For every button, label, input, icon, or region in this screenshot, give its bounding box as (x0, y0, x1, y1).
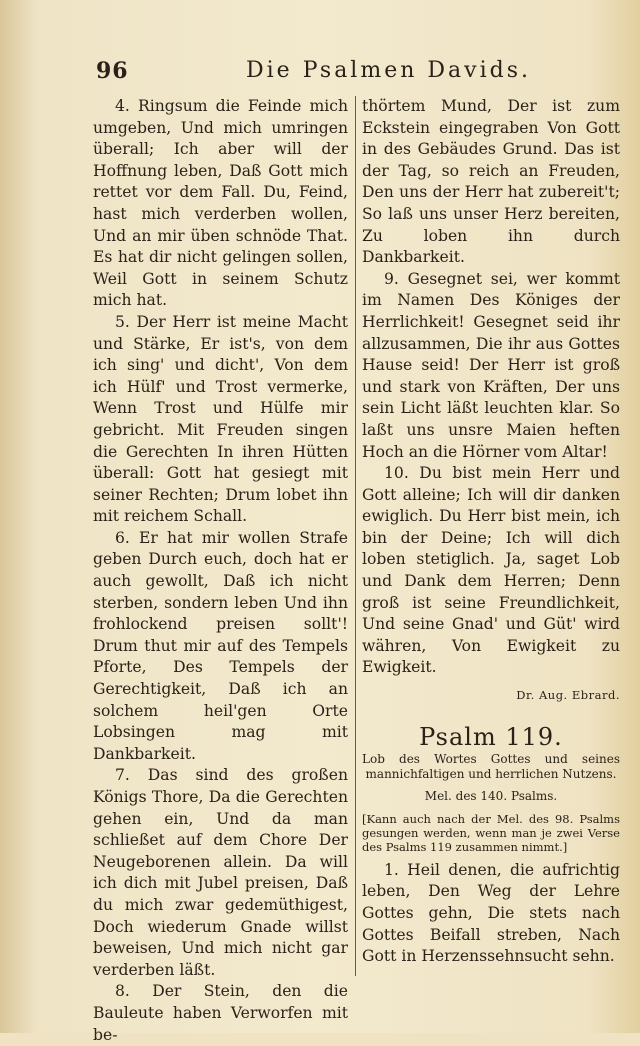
page-header (96, 58, 610, 88)
melody-note: Mel. des 140. Psalms. (424, 789, 558, 804)
column-divider (355, 96, 356, 976)
stanza-8-continued: thörtem Mund, Der ist zum Eckstein eingegraben Von Gott in des Gebäudes Grund. Das ist der Tag, so reich an Freuden, Den uns der Herr hat zubereit't; So laß uns unser Herz bereiten, Zu loben ihn durch Dankbarkeit. (362, 97, 620, 267)
stanza-10: 10. Du bist mein Herr und Gott alleine; Ich will dir danken ewiglich. Du Herr bist mein, ich bin der Deine; Ich will dich loben stetiglich. Ja, saget Lob und Dank dem Herren; Denn groß ist seine Freundlichkeit, Und seine Gnad' und Güt' wird währen, Von Ewigkeit zu Ewigkeit. (362, 464, 620, 677)
stanza-9: 9. Gesegnet sei, wer kommt im Namen Des Königes der Herrlichkeit! Gesegnet seid ihr allzusammen, Die ihr aus Gottes Hause seid! Der Herr ist groß und stark von Kräften, Der uns sein Licht läßt leuchten klar. So laßt uns unsre Maien heften Hoch an die Hörner vom Altar! (362, 269, 620, 461)
right-column (362, 96, 620, 968)
psalm-heading: Psalm 119. (419, 722, 563, 751)
stanza-8: 8. Der Stein, den die Bauleute haben Verworfen mit be- (93, 982, 348, 1044)
stanza-4: 4. Ringsum die Feinde mich umgeben, Und mich umringen überall; Ich aber will der Hoffnung leben, Daß Gott mich rettet vor dem Fall. Du, Feind, hast mich verderben wollen, Und an mir üben schnöde That. Es hat dir nicht gelingen sollen, Weil Gott in seinem Schutz mich hat. (93, 97, 348, 310)
stanza-5: 5. Der Herr ist meine Macht und Stärke, Er ist's, von dem ich sing' und dicht', Von dem ich Hülf' und Trost vermerke, Wenn Trost und Hülfe mir gebricht. Mit Freuden singen die Gerechten In ihren Hütten überall: Gott hat gesiegt mit seiner Rechten; Drum lobet ihn mit reichem Schall. (93, 312, 348, 526)
performance-note: [Kann auch nach der Mel. des 98. Psalms gesungen werden, wenn man je zwei Verse des Psalms 119 zusammen nimmt.] (362, 811, 620, 854)
left-column (93, 96, 348, 1046)
stanza-7: 7. Das sind des großen Königs Thore, Da die Gerechten gehen ein, Und da man schließet auf dem Chore Der Neugeborenen allein. Da will ich dich mit Jubel preisen, Daß du mich zwar gedemüthigest, Doch wiederum Gnade willst beweisen, Und mich nicht gar verderben läßt. (93, 766, 348, 979)
running-title: Die Psalmen Davids. (246, 58, 531, 83)
page-number: 96 (96, 58, 129, 84)
author-signature: Dr. Aug. Ebrard. (516, 688, 620, 703)
psalm-119-stanza-1: 1. Heil denen, die aufrichtig leben, Den Weg der Lehre Gottes gehn, Die stets nach Gottes Beifall streben, Nach Gott in Herzenssehnsucht sehn. (362, 860, 620, 966)
stanza-6: 6. Er hat mir wollen Strafe geben Durch euch, doch hat er auch gewollt, Daß ich nicht sterben, sondern leben Und ihn frohlockend preisen sollt'! Drum thut mir auf des Tempels Pforte, Des Tempels der Gerechtigkeit, Daß ich an solchem heil'gen Orte Lobsingen mag mit Dankbarkeit. (93, 528, 348, 763)
psalm-subtitle: Lob des Wortes Gottes und seines mannichfaltigen und herrlichen Nutzens. (362, 752, 620, 782)
